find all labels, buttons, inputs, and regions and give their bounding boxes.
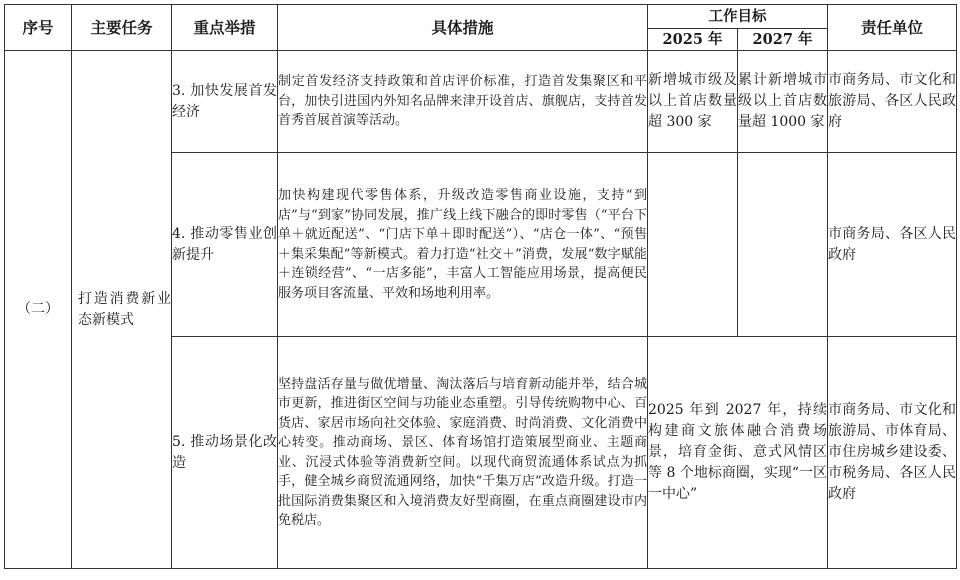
work-plan-table bbox=[4, 4, 957, 569]
header-goal: 工作目标 bbox=[648, 5, 828, 29]
header-seq: 序号 bbox=[5, 5, 72, 51]
row-unit: 市商务局、市文化和旅游局、各区人民政府 bbox=[828, 51, 957, 153]
header-row-1 bbox=[5, 5, 957, 29]
group-seq: （二） bbox=[5, 51, 72, 569]
row-goal-merged: 2025 年到 2027 年，持续构建商文旅体融合消费场景，培育金街、意式风情区等 8 个地标商圈，实现“一区一中心” bbox=[648, 337, 828, 569]
row-goal-2025: 新增城市级及以上首店数量超 300 家 bbox=[648, 51, 738, 153]
row-focus: 5. 推动场景化改造 bbox=[172, 337, 278, 569]
row-focus: 4. 推动零售业创新提升 bbox=[172, 153, 278, 337]
row-unit: 市商务局、市文化和旅游局、市体育局、市住房城乡建设委、市税务局、各区人民政府 bbox=[828, 337, 957, 569]
row-goal-2027: 累计新增城市级以上首店数量超 1000 家 bbox=[738, 51, 828, 153]
row-measures: 制定首发经济支持政策和首店评价标准，打造首发集聚区和平台，加快引进国内外知名品牌来津开设首店、旗舰店，支持首发首秀首展首演等活动。 bbox=[278, 51, 648, 153]
header-measures: 具体措施 bbox=[278, 5, 648, 51]
row-measures: 坚持盘活存量与做优增量、淘汰落后与培育新动能并举，结合城市更新，推进街区空间与功能业态重塑。引导传统购物中心、百货店、家居市场向社交体验、家庭消费、时尚消费、文化消费中心转变。推动商场、景区、体育场馆打造策展型商业、主题商业、沉浸式体验等消费新空间。以现代商贸流通体系试点为抓手，健全城乡商贸流通网络，加快“千集万店”改造升级。打造一批国际消费集聚区和入境消费友好型商圈，在重点商圈建设市内免税店。 bbox=[278, 337, 648, 569]
row-unit: 市商务局、各区人民政府 bbox=[828, 153, 957, 337]
header-unit: 责任单位 bbox=[828, 5, 957, 51]
header-focus: 重点举措 bbox=[172, 5, 278, 51]
row-goal-2027 bbox=[738, 153, 828, 337]
row-measures: 加快构建现代零售体系，升级改造零售商业设施，支持“到店”与“到家”协同发展，推广线上线下融合的即时零售（“平台下单＋就近配送”、“门店下单＋即时配送”）、“店仓一体”、“预售＋集采集配”等新模式。着力打造“社交＋”消费，发展“数字赋能＋连锁经营”、“一店多能”，丰富人工智能应用场景，提高便民服务项目客流量、平效和场地利用率。 bbox=[278, 153, 648, 337]
row-focus: 3. 加快发展首发经济 bbox=[172, 51, 278, 153]
header-task: 主要任务 bbox=[72, 5, 172, 51]
row-goal-2025 bbox=[648, 153, 738, 337]
header-year-2027: 2027 年 bbox=[738, 29, 828, 51]
table-row bbox=[5, 51, 957, 153]
header-year-2025: 2025 年 bbox=[648, 29, 738, 51]
group-task: 打造消费新业态新模式 bbox=[72, 51, 172, 569]
